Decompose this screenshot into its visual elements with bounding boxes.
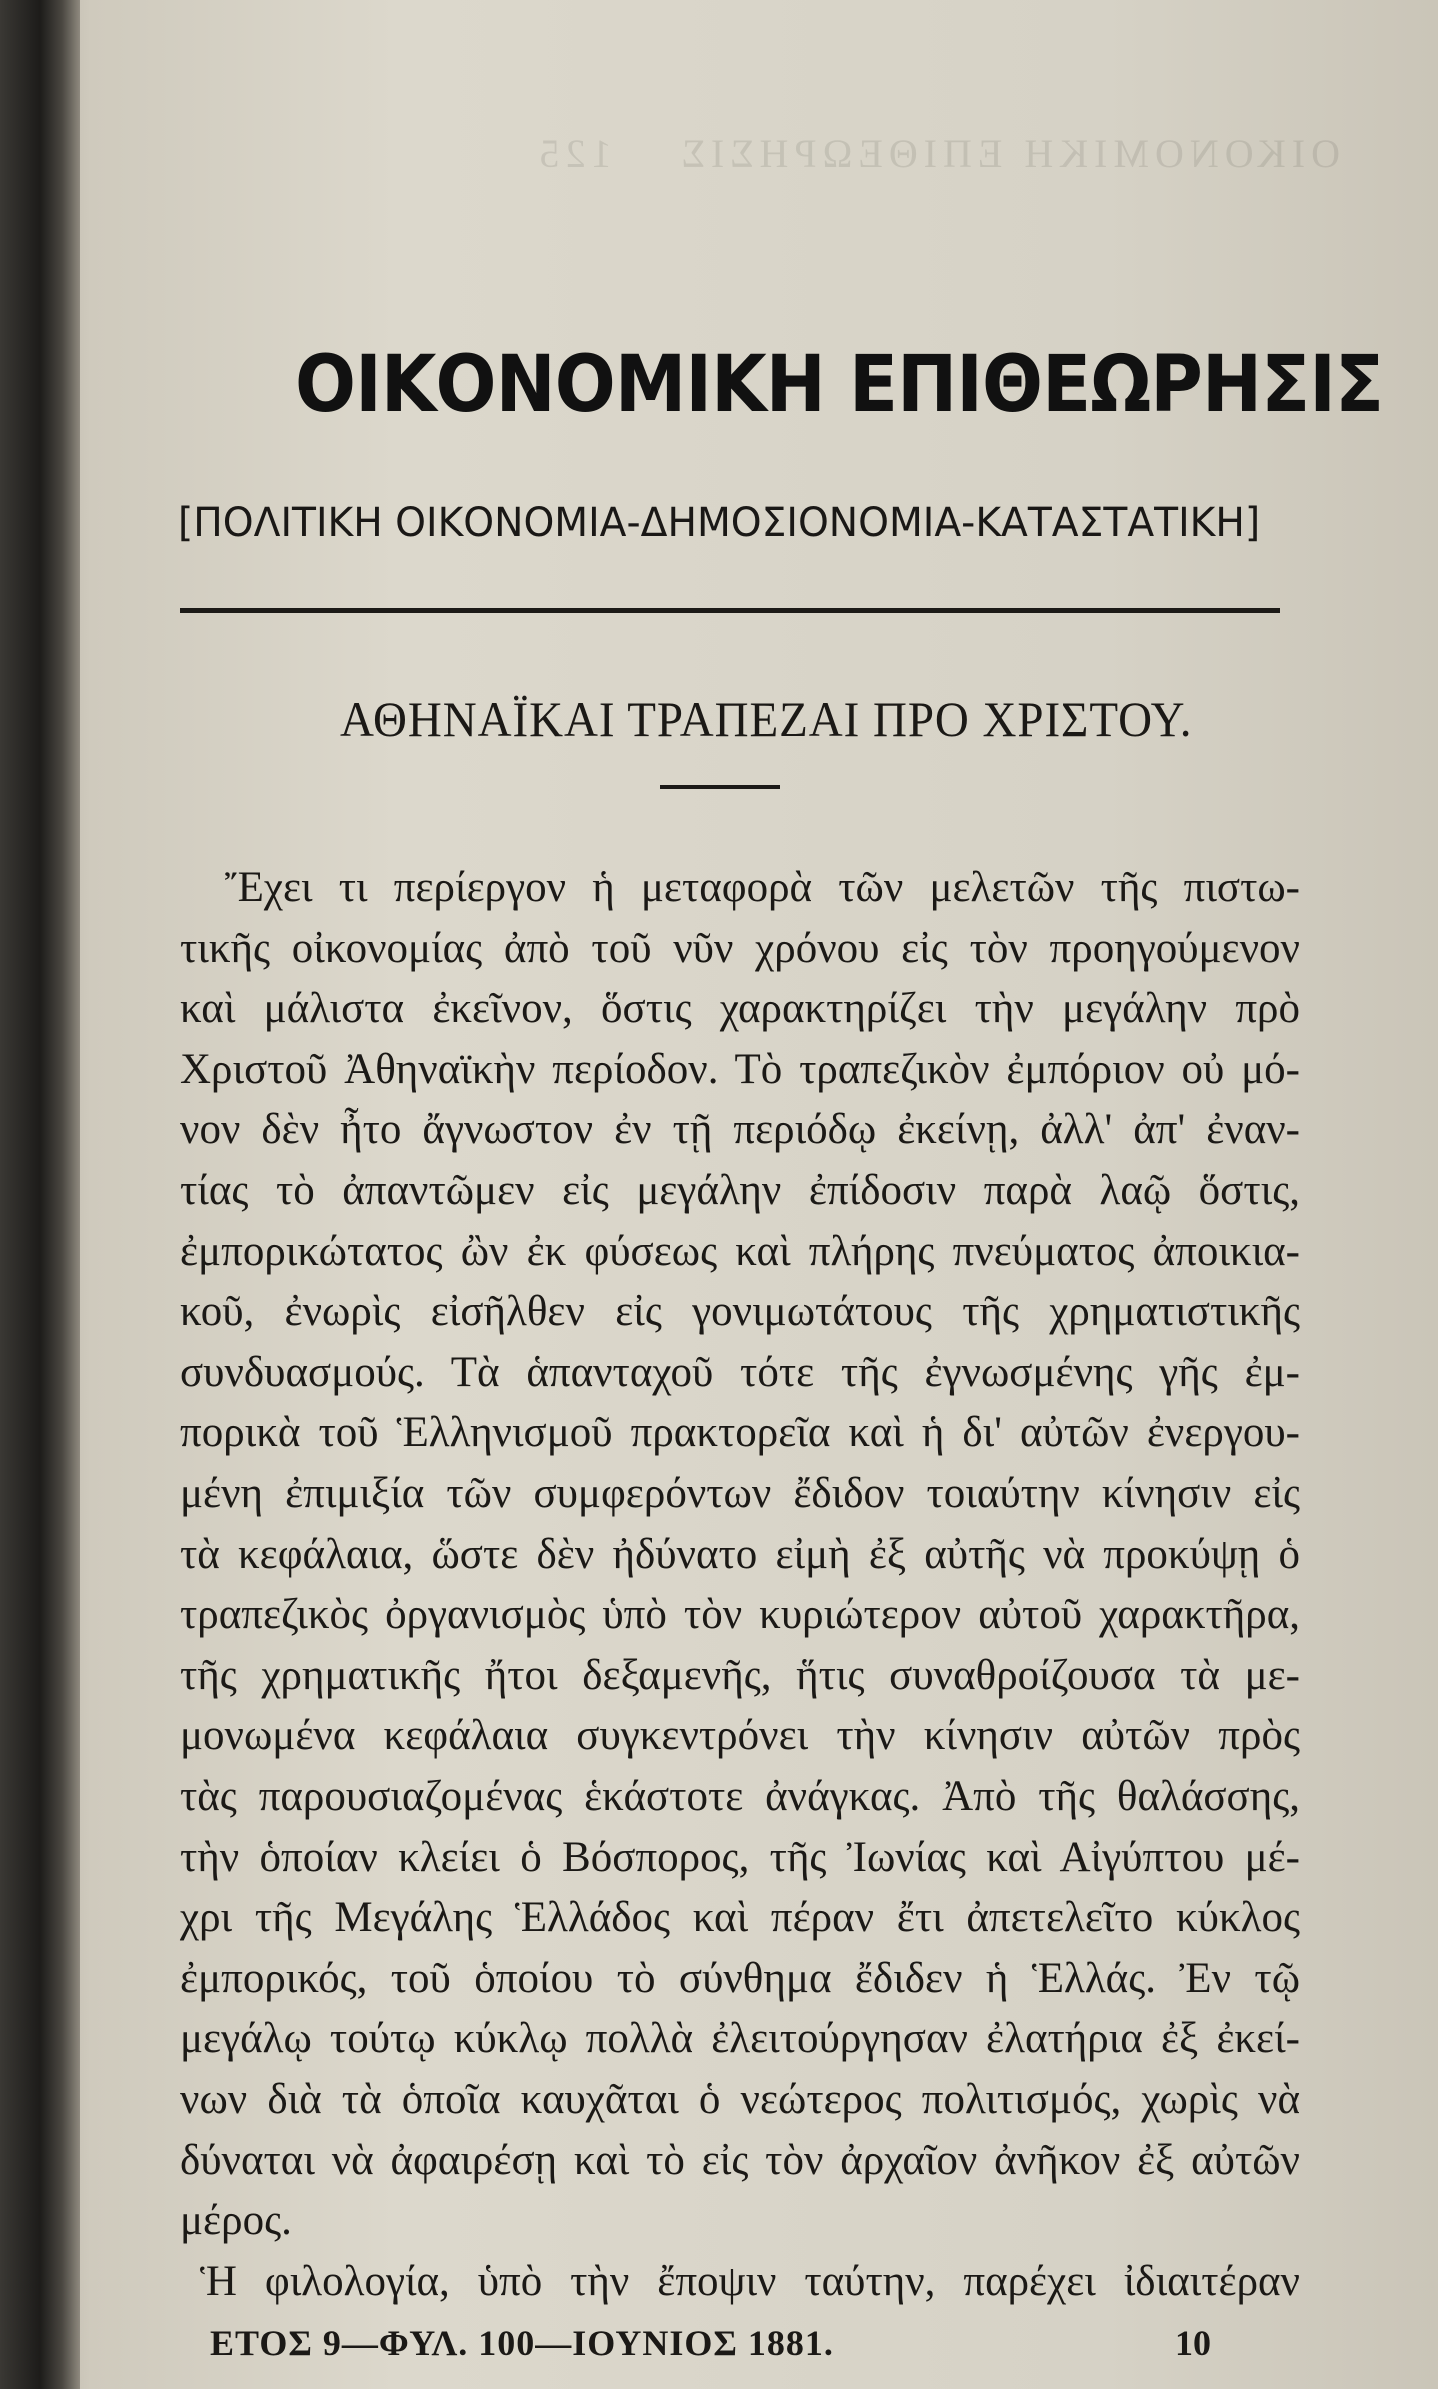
footer-issue-info: ΕΤΟΣ 9—ΦΥΛ. 100—ΙΟΥΝΙΟΣ 1881. [210, 2323, 834, 2363]
body-line: τὰς παρουσιαζομένας ἑκάστοτε ἀνάγκας. Ἀπὸ τῆς θαλάσσης, [180, 1773, 1300, 1820]
title-rule [660, 785, 780, 789]
body-line: μεγάλῳ τούτῳ κύκλῳ πολλὰ ἐλειτούργησαν ἐλατήρια ἐξ ἐκεί- [180, 2015, 1300, 2063]
body-line: τὰ κεφάλαια, ὥστε δὲν ἠδύνατο εἰμὴ ἐξ αὐτῆς νὰ προκύψῃ ὁ [180, 1530, 1300, 1578]
body-line: Ἔχει τι περίεργον ἡ μεταφορὰ τῶν μελετῶν τῆς πιστω- [225, 864, 1300, 911]
book-spine [0, 0, 80, 2389]
body-line: τῆς χρηματικῆς ἤτοι δεξαμενῆς, ἥτις συναθροίζουσα τὰ με- [180, 1651, 1300, 1699]
body-line: νον δὲν ἦτο ἄγνωστον ἐν τῇ περιόδῳ ἐκείνῃ, ἀλλ' ἀπ' ἐναν- [180, 1106, 1300, 1154]
show-through-text: ΟΙΚΟΝΟΜΙΚΗ ΕΠΙΘΕΩΡΗΣΙΣ 125 [533, 131, 1340, 176]
body-line: ἐμπορικός, τοῦ ὁποίου τὸ σύνθημα ἔδιδεν ἡ Ἑλλάς. Ἐν τῷ [180, 1954, 1300, 2002]
body-line: τικῆς οἰκονομίας ἀπὸ τοῦ νῦν χρόνου εἰς τὸν προηγούμενον [180, 924, 1300, 972]
header-rule [180, 608, 1280, 613]
body-line: μονωμένα κεφάλαια συγκεντρόνει τὴν κίνησιν αὐτῶν πρὸς [180, 1712, 1300, 1760]
body-line: κοῦ, ἐνωρὶς εἰσῆλθεν εἰς γονιμωτάτους τῆς χρηματιστικῆς [180, 1288, 1300, 1336]
body-line: πορικὰ τοῦ Ἑλληνισμοῦ πρακτορεῖα καὶ ἡ δι' αὐτῶν ἐνεργου- [180, 1409, 1300, 1457]
body-line: νων διὰ τὰ ὁποῖα καυχᾶται ὁ νεώτερος πολιτισμός, χωρὶς νὰ [180, 2076, 1300, 2123]
body-line: χρι τῆς Μεγάλης Ἑλλάδος καὶ πέραν ἔτι ἀπετελεῖτο κύκλος [180, 1894, 1300, 1942]
journal-subtitle: [ΠΟΛΙΤΙΚΗ ΟΙΚΟΝΟΜΙΑ-ΔΗΜΟΣΙΟΝΟΜΙΑ-ΚΑΤΑΣΤΑΤΙΚΗ] [178, 500, 1261, 546]
body-line: Ἡ φιλολογία, ὑπὸ τὴν ἔποψιν ταύτην, παρέχει ἰδιαιτέραν [200, 2257, 1300, 2305]
page-footer [210, 2322, 1310, 2364]
body-line: ἐμπορικώτατος ὢν ἐκ φύσεως καὶ πλήρης πνεύματος ἀποικια- [180, 1227, 1300, 1275]
body-line: μέρος. [180, 2197, 292, 2245]
body-line: μένη ἐπιμιξία τῶν συμφερόντων ἔδιδον τοιαύτην κίνησιν εἰς [180, 1470, 1300, 1517]
article-title: ΑΘΗΝΑΪΚΑΙ ΤΡΑΠΕΖΑΙ ΠΡΟ ΧΡΙΣΤΟΥ. [340, 691, 1193, 747]
body-line: καὶ μάλιστα ἐκεῖνον, ὅστις χαρακτηρίζει τὴν μεγάλην πρὸ [180, 985, 1300, 1033]
body-line: τραπεζικὸς ὀργανισμὸς ὑπὸ τὸν κυριώτερον αὐτοῦ χαρακτῆρα, [180, 1591, 1300, 1639]
body-line: τὴν ὁποίαν κλείει ὁ Βόσπορος, τῆς Ἰωνίας καὶ Αἰγύπτου μέ- [180, 1833, 1300, 1881]
page-number: 10 [1175, 2323, 1211, 2363]
body-line: Χριστοῦ Ἀθηναϊκὴν περίοδον. Τὸ τραπεζικὸν ἐμπόριον οὐ μό- [180, 1045, 1300, 1093]
journal-masthead: ΟΙΚΟΝΟΜΙΚΗ ΕΠΙΘΕΩΡΗΣΙΣ [295, 340, 1384, 430]
body-line: συνδυασμούς. Τὰ ἁπανταχοῦ τότε τῆς ἐγνωσμένης γῆς ἐμ- [180, 1348, 1300, 1396]
body-line: τίας τὸ ἀπαντῶμεν εἰς μεγάλην ἐπίδοσιν παρὰ λαῷ ὅστις, [180, 1167, 1300, 1214]
body-line: δύναται νὰ ἀφαιρέσῃ καὶ τὸ εἰς τὸν ἀρχαῖον ἀνῆκον ἐξ αὐτῶν [180, 2136, 1300, 2184]
